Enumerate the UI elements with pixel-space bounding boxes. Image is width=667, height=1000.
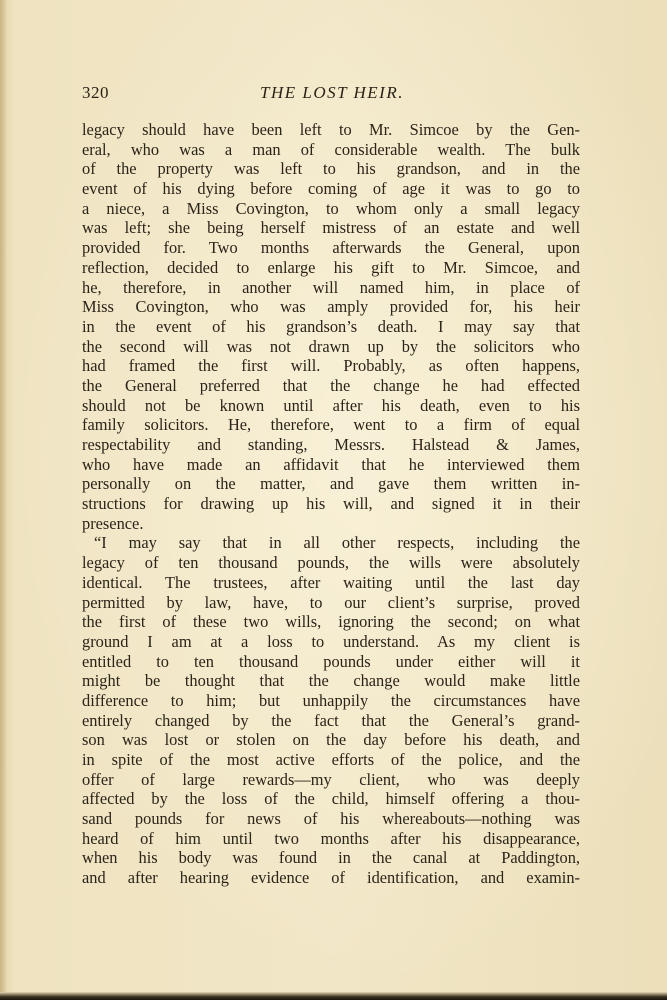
text-line: heard of him until two months after his disappearance, [82, 828, 580, 848]
text-line: “I may say that in all other respects, including the [94, 533, 580, 553]
text-line: had framed the first will. Probably, as often happens, [82, 356, 580, 376]
text-line: in spite of the most active efforts of the police, and the [82, 750, 580, 769]
page-gutter-edge [0, 0, 6, 1000]
text-line: affected by the loss of the child, himself offering a thou- [82, 789, 580, 809]
text-line: legacy of ten thousand pounds, the wills were absolutely [82, 553, 580, 573]
text-line: was left; she being herself mistress of an estate and well [82, 218, 580, 238]
text-line: reflection, decided to enlarge his gift to Mr. Simcoe, and [82, 257, 580, 277]
text-line: who have made an affidavit that he interviewed them [82, 454, 580, 474]
body-text [82, 120, 580, 888]
text-line: event of his dying before coming of age it was to go to [82, 179, 580, 199]
text-line: the second will was not drawn up by the solicitors who [82, 336, 580, 356]
text-line: offer of large rewards—my client, who was deeply [82, 769, 580, 789]
text-line: provided for. Two months afterwards the General, upon [82, 238, 580, 258]
text-line: should not be known until after his death, even to his [82, 395, 580, 415]
text-line: eral, who was a man of considerable wealth. The bulk [82, 139, 580, 159]
text-line: permitted by law, have, to our client’s surprise, proved [82, 592, 580, 612]
text-line: entitled to ten thousand pounds under either will it [82, 651, 580, 671]
text-line: identical. The trustees, after waiting until the last day [82, 572, 580, 592]
text-line: the General preferred that the change he had effected [82, 375, 580, 395]
text-line: the first of these two wills, ignoring the second; on what [82, 612, 580, 632]
running-title: THE LOST HEIR. [260, 83, 404, 102]
text-line: structions for drawing up his will, and signed it in their [82, 494, 580, 514]
text-line: he, therefore, in another will named him, in place of [82, 277, 580, 297]
text-line: presence. [82, 513, 144, 533]
text-line: when his body was found in the canal at Paddington, [82, 848, 580, 868]
page-bottom-edge [0, 992, 667, 1000]
page-header [82, 83, 582, 107]
text-line: a niece, a Miss Covington, to whom only a small legacy [82, 198, 580, 218]
text-line: and after hearing evidence of identification, and examin- [82, 868, 580, 888]
text-line: Miss Covington, who was amply provided for, his heir [82, 297, 580, 317]
text-line: son was lost or stolen on the day before his death, and [82, 730, 580, 750]
text-line: personally on the matter, and gave them written in- [82, 474, 580, 494]
text-line: difference to him; but unhappily the circumstances have [82, 690, 580, 710]
text-line: in the event of his grandson’s death. I may say that [82, 316, 580, 336]
text-line: family solicitors. He, therefore, went to a firm of equal [82, 415, 580, 435]
text-line: might be thought that the change would make little [82, 671, 580, 691]
page-number: 320 [82, 83, 109, 102]
text-line: ground I am at a loss to understand. As my client is [82, 631, 580, 651]
text-line: sand pounds for news of his whereabouts—nothing was [82, 809, 580, 829]
text-line: respectability and standing, Messrs. Halstead & James, [82, 435, 580, 454]
text-line: legacy should have been left to Mr. Simcoe by the Gen- [82, 120, 580, 139]
text-line: of the property was left to his grandson, and in the [82, 159, 580, 179]
text-line: entirely changed by the fact that the General’s grand- [82, 710, 580, 730]
